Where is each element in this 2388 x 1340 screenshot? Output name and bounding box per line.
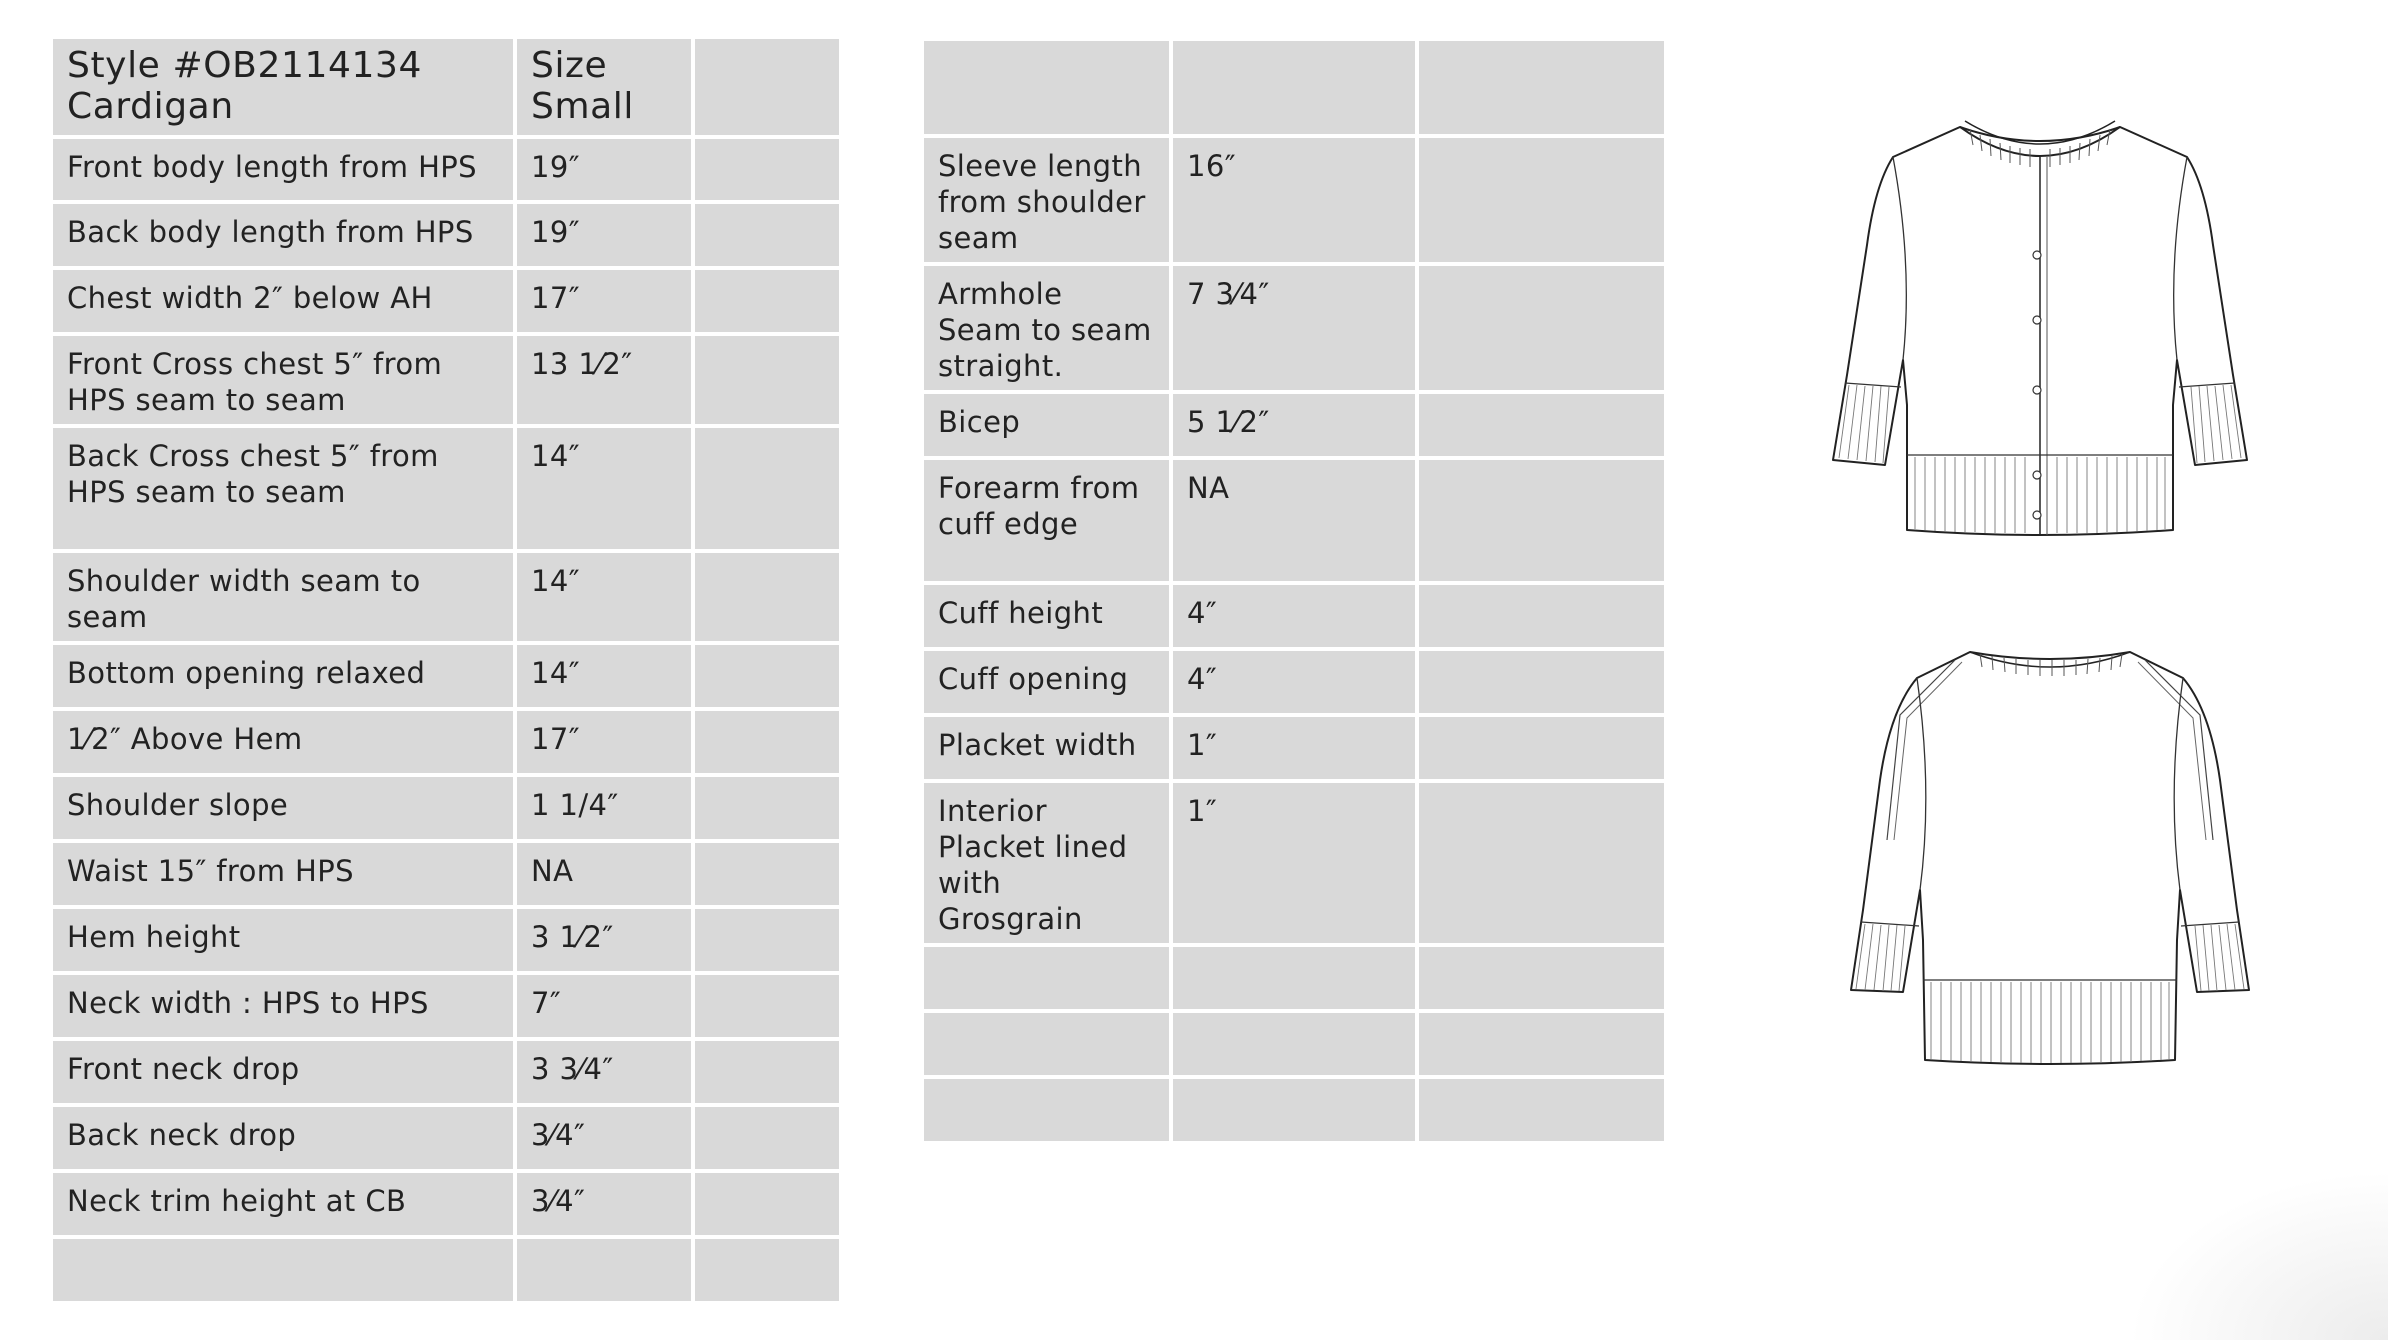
empty-cell	[695, 1173, 839, 1235]
measurement-label: Bottom opening relaxed	[53, 645, 513, 707]
measurement-value: 14″	[517, 553, 691, 641]
measurement-label: Forearm from cuff edge	[924, 460, 1169, 581]
measurement-label	[924, 947, 1169, 1009]
measurement-value: 13 1⁄2″	[517, 336, 691, 424]
measurement-value: NA	[1173, 460, 1415, 581]
measurement-label: Neck width : HPS to HPS	[53, 975, 513, 1037]
garment-type: Cardigan	[67, 86, 234, 127]
table-row	[924, 783, 1664, 943]
measurement-value: 1 1/4″	[517, 777, 691, 839]
cardigan-front-sketch	[1815, 115, 2265, 545]
measurement-value	[517, 1239, 691, 1301]
empty-cell	[695, 1239, 839, 1301]
empty-cell	[695, 270, 839, 332]
measurement-label: Back Cross chest 5″ from HPS seam to seam	[53, 428, 513, 549]
corner-shadow	[2128, 1170, 2388, 1340]
table-row	[53, 909, 839, 971]
empty-cell	[1419, 1079, 1664, 1141]
table-row	[924, 947, 1664, 1009]
measurement-value: 14″	[517, 428, 691, 549]
measurement-value: 4″	[1173, 585, 1415, 647]
measurement-value	[1173, 947, 1415, 1009]
empty-cell	[1419, 138, 1664, 262]
measurement-label: Front body length from HPS	[53, 139, 513, 200]
measurement-label	[53, 1239, 513, 1301]
style-header-cell	[53, 39, 513, 135]
measurement-label: 1⁄2″ Above Hem	[53, 711, 513, 773]
measurement-value: 1″	[1173, 717, 1415, 779]
measurement-label: Hem height	[53, 909, 513, 971]
measurement-label: Neck trim height at CB	[53, 1173, 513, 1235]
table-row	[924, 394, 1664, 456]
measurement-value: 3 1⁄2″	[517, 909, 691, 971]
empty-cell	[695, 1041, 839, 1103]
table-row	[53, 428, 839, 549]
empty-header-cell	[924, 41, 1169, 134]
empty-cell	[695, 553, 839, 641]
table-row	[924, 138, 1664, 262]
measurement-value: 17″	[517, 270, 691, 332]
empty-cell	[1419, 394, 1664, 456]
empty-cell	[695, 909, 839, 971]
empty-cell	[695, 1107, 839, 1169]
table-header-row	[53, 39, 839, 135]
measurement-label	[924, 1013, 1169, 1075]
table-row	[924, 651, 1664, 713]
empty-header-cell	[1419, 41, 1664, 134]
measurement-label: Front neck drop	[53, 1041, 513, 1103]
left-spec-table	[49, 35, 843, 1305]
size-label: Size	[531, 45, 608, 86]
measurement-label: Chest width 2″ below AH	[53, 270, 513, 332]
empty-cell	[1419, 783, 1664, 943]
table-row	[53, 711, 839, 773]
table-row	[53, 270, 839, 332]
table-row	[53, 204, 839, 266]
table-row	[53, 645, 839, 707]
right-spec-table	[920, 37, 1668, 1145]
measurement-label: Interior Placket lined with Grosgrain	[924, 783, 1169, 943]
empty-cell	[1419, 947, 1664, 1009]
empty-cell	[1419, 1013, 1664, 1075]
table-row	[924, 460, 1664, 581]
empty-cell	[1419, 460, 1664, 581]
measurement-value: 3⁄4″	[517, 1173, 691, 1235]
measurement-label: Armhole Seam to seam straight.	[924, 266, 1169, 390]
empty-cell	[695, 645, 839, 707]
table-row	[924, 1013, 1664, 1075]
table-row	[53, 553, 839, 641]
measurement-label	[924, 1079, 1169, 1141]
measurement-value: 1″	[1173, 783, 1415, 943]
measurement-value: 7 3⁄4″	[1173, 266, 1415, 390]
measurement-label: Shoulder width seam to seam	[53, 553, 513, 641]
table-row	[924, 717, 1664, 779]
table-row	[53, 1041, 839, 1103]
measurement-value	[1173, 1079, 1415, 1141]
empty-cell	[695, 139, 839, 200]
cardigan-back-sketch	[1825, 640, 2275, 1070]
measurement-value: 3⁄4″	[517, 1107, 691, 1169]
measurement-label: Shoulder slope	[53, 777, 513, 839]
empty-cell	[1419, 717, 1664, 779]
measurement-value: 16″	[1173, 138, 1415, 262]
empty-header-cell	[1173, 41, 1415, 134]
measurement-value: 19″	[517, 139, 691, 200]
table-row	[53, 1173, 839, 1235]
size-value: Small	[531, 86, 634, 127]
empty-cell	[695, 711, 839, 773]
table-header-row	[924, 41, 1664, 134]
empty-cell	[1419, 585, 1664, 647]
empty-header-cell	[695, 39, 839, 135]
table-row	[53, 1239, 839, 1301]
empty-cell	[695, 975, 839, 1037]
measurement-value: 4″	[1173, 651, 1415, 713]
empty-cell	[1419, 266, 1664, 390]
measurement-label: Back body length from HPS	[53, 204, 513, 266]
measurement-label: Waist 15″ from HPS	[53, 843, 513, 905]
measurement-label: Cuff opening	[924, 651, 1169, 713]
table-row	[53, 1107, 839, 1169]
style-number: Style #OB2114134	[67, 45, 422, 86]
table-row	[924, 1079, 1664, 1141]
measurement-value: 19″	[517, 204, 691, 266]
measurement-label: Placket width	[924, 717, 1169, 779]
measurement-value: 7″	[517, 975, 691, 1037]
empty-cell	[1419, 651, 1664, 713]
measurement-label: Back neck drop	[53, 1107, 513, 1169]
measurement-label: Front Cross chest 5″ from HPS seam to seam	[53, 336, 513, 424]
empty-cell	[695, 204, 839, 266]
empty-cell	[695, 336, 839, 424]
measurement-value: 5 1⁄2″	[1173, 394, 1415, 456]
measurement-label: Cuff height	[924, 585, 1169, 647]
size-header-cell	[517, 39, 691, 135]
measurement-value: 17″	[517, 711, 691, 773]
table-row	[924, 266, 1664, 390]
empty-cell	[695, 428, 839, 549]
table-row	[924, 585, 1664, 647]
measurement-value: 14″	[517, 645, 691, 707]
measurement-label: Sleeve length from shoulder seam	[924, 138, 1169, 262]
measurement-label: Bicep	[924, 394, 1169, 456]
table-row	[53, 777, 839, 839]
table-row	[53, 336, 839, 424]
table-row	[53, 975, 839, 1037]
empty-cell	[695, 777, 839, 839]
empty-cell	[695, 843, 839, 905]
measurement-value	[1173, 1013, 1415, 1075]
measurement-value: 3 3⁄4″	[517, 1041, 691, 1103]
table-row	[53, 843, 839, 905]
table-row	[53, 139, 839, 200]
measurement-value: NA	[517, 843, 691, 905]
